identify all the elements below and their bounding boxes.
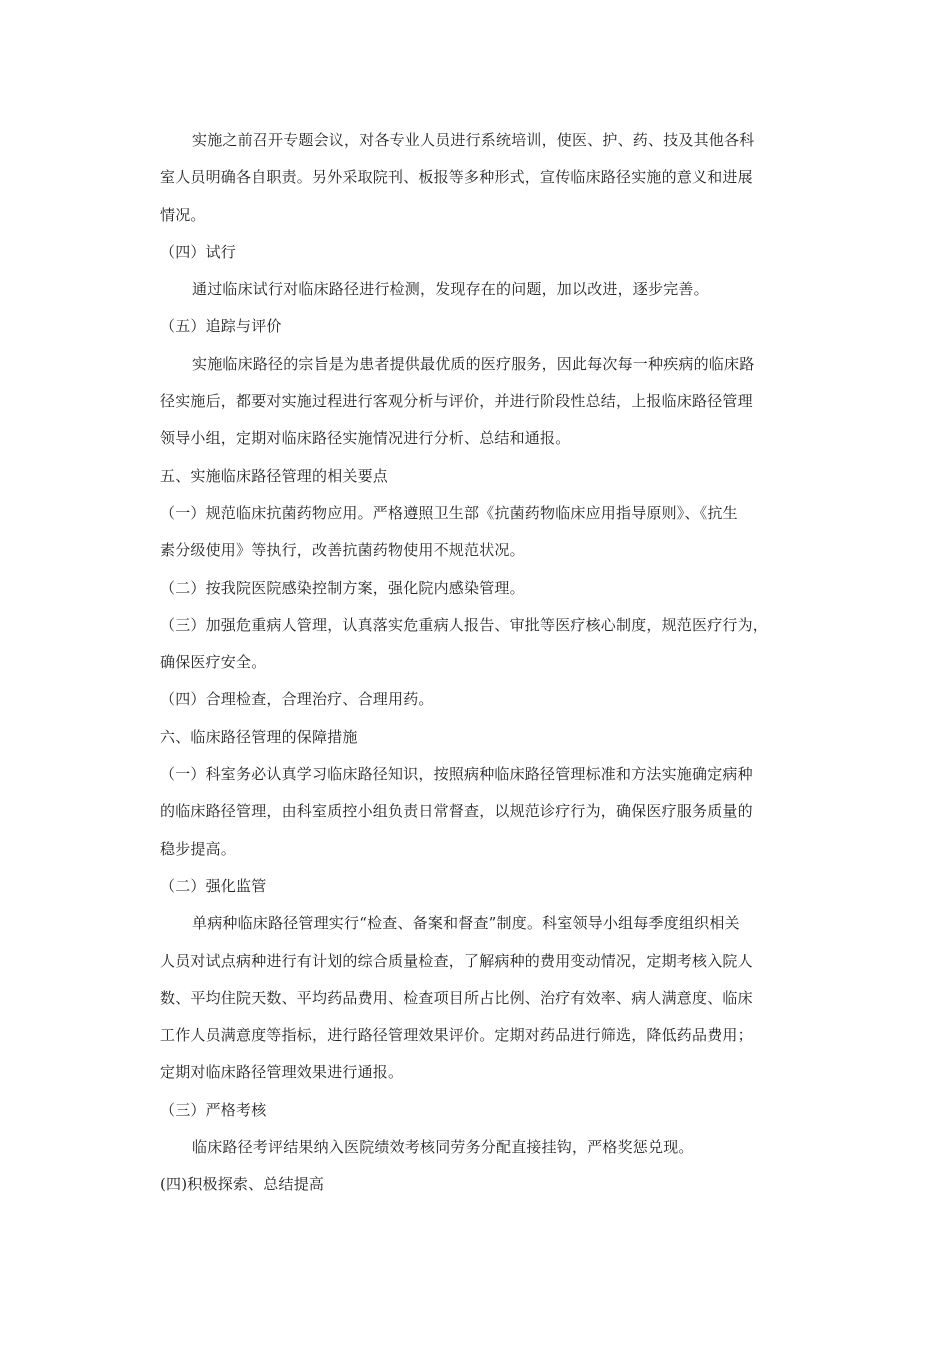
paragraph-line: 临床路径考评结果纳入医院绩效考核同劳务分配直接挂钩，严格奖惩兑现。 bbox=[192, 1138, 694, 1157]
section-heading: (四)积极探索、总结提高 bbox=[160, 1175, 325, 1194]
list-item-continuation: 稳步提高。 bbox=[160, 839, 237, 858]
section-heading: （五）追踪与评价 bbox=[160, 317, 282, 336]
paragraph-line: 径实施后，都要对实施过程进行客观分析与评价，并进行阶段性总结，上报临床路径管理 bbox=[160, 392, 753, 411]
list-item-continuation: 确保医疗安全。 bbox=[160, 653, 267, 672]
paragraph-line: 数、平均住院天数、平均药品费用、检查项目所占比例、治疗有效率、病人满意度、临床 bbox=[160, 988, 753, 1007]
list-item: （二）按我院医院感染控制方案，强化院内感染管理。 bbox=[160, 578, 525, 597]
paragraph-line: 情况。 bbox=[160, 205, 206, 224]
paragraph-line: 工作人员满意度等指标，进行路径管理效果评价。定期对药品进行筛选，降低药品费用； bbox=[160, 1026, 753, 1045]
paragraph-line: 领导小组，定期对临床路径实施情况进行分析、总结和通报。 bbox=[160, 429, 571, 448]
section-heading: （四）试行 bbox=[160, 242, 237, 261]
paragraph-line: 室人员明确各自职责。另外采取院刊、板报等多种形式，宣传临床路径实施的意义和进展 bbox=[160, 168, 753, 187]
paragraph-line: 通过临床试行对临床路径进行检测，发现存在的问题，加以改进，逐步完善。 bbox=[192, 280, 709, 299]
list-item-continuation: 的临床路径管理，由科室质控小组负责日常督查，以规范诊疗行为，确保医疗服务质量的 bbox=[160, 802, 753, 821]
list-item-continuation: 素分级使用》等执行，改善抗菌药物使用不规范状况。 bbox=[160, 541, 525, 560]
chapter-heading: 六、临床路径管理的保障措施 bbox=[160, 727, 358, 746]
list-item: （一）科室务必认真学习临床路径知识，按照病种临床路径管理标准和方法实施确定病种 bbox=[160, 765, 753, 784]
paragraph-line: 定期对临床路径管理效果进行通报。 bbox=[160, 1063, 404, 1082]
list-item: （三）加强危重病人管理，认真落实危重病人报告、审批等医疗核心制度，规范医疗行为， bbox=[160, 615, 769, 634]
paragraph-line: 实施之前召开专题会议，对各专业人员进行系统培训，使医、护、药、技及其他各科 bbox=[192, 131, 755, 149]
paragraph-line: 实施临床路径的宗旨是为患者提供最优质的医疗服务，因此每次每一种疾病的临床路 bbox=[192, 354, 755, 373]
paragraph-line: 人员对试点病种进行有计划的综合质量检查，了解病种的费用变动情况，定期考核入院人 bbox=[160, 951, 753, 970]
chapter-heading: 五、实施临床路径管理的相关要点 bbox=[160, 466, 389, 485]
list-item: （一）规范临床抗菌药物应用。严格遵照卫生部《抗菌药物临床应用指导原则》、《抗生 bbox=[160, 503, 738, 522]
paragraph-line: 单病种临床路径管理实行“检查、备案和督查”制度。科室领导小组每季度组织相关 bbox=[192, 914, 740, 933]
section-heading: （三）严格考核 bbox=[160, 1100, 267, 1119]
section-heading: （二）强化监管 bbox=[160, 876, 267, 895]
list-item: （四）合理检查，合理治疗、合理用药。 bbox=[160, 690, 434, 709]
